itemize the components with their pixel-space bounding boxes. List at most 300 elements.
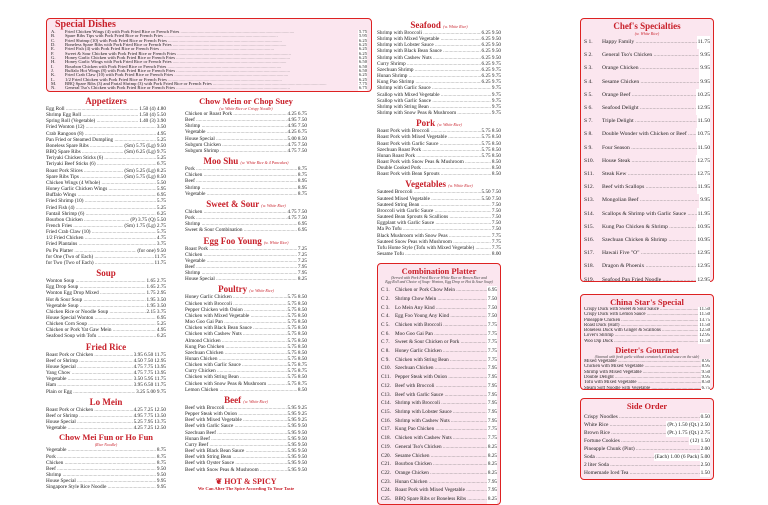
menu-item-price: 6.25 bbox=[358, 50, 367, 56]
menu-item-price: 8.50 bbox=[491, 171, 501, 178]
menu-item-name: Chicken with String Bean ..... bbox=[395, 356, 487, 365]
menu-item-name: Honey Garlic Chicken Wings ..... bbox=[46, 186, 156, 192]
menu-item-name: Szechuan Chicken & Shrimp ..... bbox=[602, 234, 696, 247]
menu-item-price: 5.75 8.50 bbox=[287, 312, 307, 319]
menu-item-name: Beef with Scallops ..... bbox=[602, 181, 697, 194]
menu-item bbox=[584, 445, 710, 453]
menu-item-name: Curry Shrimp ..... bbox=[377, 61, 481, 67]
menu-item-price: 8.25 bbox=[487, 461, 497, 468]
poultry-sub: (w. White Rice) bbox=[249, 288, 274, 294]
menu-item-price: 9.50 bbox=[156, 465, 166, 472]
menu-item-price: 7.75 bbox=[487, 435, 497, 442]
china-star-box bbox=[580, 294, 714, 390]
menu-item-name: Subgum Chicken ..... bbox=[185, 142, 287, 148]
menu-item-price: 6.25 9.50 bbox=[481, 36, 501, 43]
menu-item-name: Plain or Egg ..... bbox=[46, 389, 135, 395]
menu-item-name: Roast Pork with Broccoli ..... bbox=[377, 128, 481, 134]
china-star-title: China Star's Special bbox=[610, 297, 684, 307]
menu-item-code: I. bbox=[51, 63, 54, 69]
menu-item-name: BBQ Spare Ribs or Boneless Ribs ..... bbox=[395, 495, 487, 504]
menu-item-price: 5.75 8.50 bbox=[287, 343, 307, 350]
menu-item bbox=[381, 338, 497, 347]
menu-item-name: Scallop with Mixed Vegetable ..... bbox=[377, 92, 491, 98]
menu-item-price: 5.50 7.50 bbox=[481, 195, 501, 202]
menu-item-name: Orange Chicken ..... bbox=[602, 62, 699, 75]
menu-item-name: French Fries ..... bbox=[46, 223, 123, 229]
menu-item-price: 8.75 bbox=[156, 447, 166, 454]
menu-item-code: S16. bbox=[584, 237, 595, 244]
menu-item-price: 12.95 bbox=[696, 102, 710, 115]
menu-item bbox=[584, 260, 710, 273]
menu-item-price: 5.75 bbox=[358, 29, 367, 34]
menu-item-name: Honey Garlic Chicken with Pork Fried Rice or French Fries ..... bbox=[65, 56, 358, 60]
menu-item-price: 8.50 bbox=[491, 165, 501, 172]
menu-item-name: Shrimp ..... bbox=[185, 185, 297, 191]
menu-item-price: 5.75 8.75 bbox=[287, 380, 307, 387]
menu-item-name: Pepper Steak with Onion ..... bbox=[185, 411, 287, 417]
menu-item-name: Roast Pork with Garlic Sauce ..... bbox=[377, 141, 481, 147]
menu-item-name: Fortune Cookies ..... bbox=[584, 437, 689, 445]
menu-item bbox=[46, 333, 166, 339]
menu-item-name: Soda ..... bbox=[584, 453, 654, 461]
menu-item-price: 9.75 bbox=[491, 110, 501, 117]
menu-item-price: 5.75 8.50 bbox=[481, 128, 501, 135]
menu-item-name: General Tso's Chicken with Pork Fried Rice or French Fries ..... bbox=[65, 86, 358, 90]
menu-item bbox=[51, 86, 367, 90]
menu-item-price: 5.25 bbox=[156, 136, 166, 143]
menu-item-price: 5.95 9.50 bbox=[287, 423, 307, 430]
menu-item-name: Hunan Beef ..... bbox=[185, 436, 287, 442]
menu-item-price: 6.95 bbox=[297, 227, 307, 234]
menu-item-price: 5.95 9.50 bbox=[287, 435, 307, 442]
menu-item-code: C 9. bbox=[381, 356, 390, 363]
menu-item bbox=[584, 234, 710, 247]
combination-box bbox=[377, 263, 501, 505]
menu-item-price: 4.75 7.50 bbox=[287, 147, 307, 154]
menu-item-name: Roast Pork or Chicken ..... bbox=[46, 407, 133, 413]
menu-item-price: 6.25 bbox=[358, 42, 367, 48]
menu-item-name: BBQ Spare Ribs (3) and Parial Shrimp (3) with Pork Fried Rice or French Fries ..... bbox=[65, 82, 358, 86]
menu-item-price: 12.75 bbox=[696, 155, 710, 168]
combination-sub2: Egg Roll and Choice of Soup: Wonton, Egg Drop or Hot & Sour Soup) bbox=[385, 280, 493, 285]
lo-mein-title: Lo Mein bbox=[89, 396, 123, 407]
menu-item-name: Bourbon Chicken ..... bbox=[395, 460, 487, 469]
menu-item bbox=[381, 452, 497, 461]
menu-item bbox=[381, 460, 497, 469]
menu-item-code: C20. bbox=[381, 452, 391, 459]
menu-item-name: Double Wonder with Chicken or Beef ..... bbox=[602, 128, 696, 141]
menu-item bbox=[381, 408, 497, 417]
hot-spicy-title bbox=[185, 477, 307, 486]
menu-item-price: 7.75 bbox=[487, 426, 497, 433]
menu-item-price: 5.75 8.50 bbox=[287, 300, 307, 307]
menu-item-code: C. bbox=[51, 37, 56, 43]
seafood-title bbox=[377, 20, 501, 30]
menu-item-name: Chicken Wings (4 Whole) ..... bbox=[46, 180, 156, 186]
menu-item-name: Pork ..... bbox=[185, 215, 287, 221]
soup-title: Soup bbox=[96, 268, 116, 279]
menu-item-price: 4.95 bbox=[156, 130, 166, 137]
menu-item-name: Shrimp ..... bbox=[185, 123, 287, 129]
menu-item-name: Shrimp with Black Bean Sauce ..... bbox=[377, 48, 481, 54]
menu-item-name: Tofu with Mixed Vegetable ..... bbox=[584, 380, 701, 385]
menu-item-price: 5.95 9.50 bbox=[287, 441, 307, 448]
menu-item-name: Teriyaki Chicken Sticks (6) ..... bbox=[46, 155, 156, 161]
menu-item-price: 10.95 bbox=[696, 234, 710, 247]
menu-item-price: 7.50 bbox=[491, 220, 501, 227]
menu-item bbox=[584, 339, 710, 344]
menu-item-price: 5.75 8.50 bbox=[287, 356, 307, 362]
menu-item-name: Subgum Shrimp ..... bbox=[185, 148, 287, 154]
menu-item-name: Double Delight ..... bbox=[584, 375, 701, 380]
menu-item bbox=[584, 453, 710, 461]
dieter-title: Dieter's Gourmet bbox=[615, 345, 679, 356]
menu-item-name: Beef with Mixed Vegetable ..... bbox=[185, 417, 287, 423]
menu-item-code: K. bbox=[51, 72, 56, 78]
menu-item-price: 7.75 bbox=[487, 339, 497, 346]
menu-item-price: 8.25 bbox=[297, 276, 307, 283]
menu-item-name: Crispy Duck with Sweet & Sour Sauce ..... bbox=[584, 307, 698, 312]
menu-item-price: 8.75 bbox=[156, 459, 166, 466]
menu-item-price: 9.95 bbox=[156, 478, 166, 485]
menu-item-price: 7.95 bbox=[487, 478, 497, 485]
menu-item-name: Tofu Home Style (Tofu with Mixed Vegetable) ..... bbox=[377, 245, 491, 251]
menu-item-price: 5.75 8.50 bbox=[481, 134, 501, 141]
menu-item-name: Mongolian Beef ..... bbox=[602, 194, 699, 207]
menu-item-code: S19. bbox=[584, 276, 595, 283]
menu-item-code: S 8. bbox=[584, 131, 593, 138]
menu-item-name: Szechuan Chicken ..... bbox=[185, 350, 287, 356]
menu-item-price: 7.95 bbox=[487, 417, 497, 424]
menu-item-price: 5.95 9.50 bbox=[287, 466, 307, 473]
menu-item-price: 3.50 5.95 11.75 bbox=[133, 376, 166, 383]
menu-item-price: 7.25 bbox=[297, 245, 307, 252]
menu-item-price: (Sm) 5.25 (Lg) 8.25 bbox=[124, 167, 166, 174]
menu-item-price: 5.75 8.50 bbox=[287, 349, 307, 356]
menu-item-price: 5.50 bbox=[156, 179, 166, 186]
menu-item-price: 6.25 9.50 bbox=[481, 30, 501, 36]
menu-item-price: 6.95 bbox=[297, 221, 307, 228]
menu-item-price: 6.50 bbox=[358, 68, 367, 74]
menu-item-price: 2.50 bbox=[700, 462, 710, 468]
menu-item bbox=[381, 469, 497, 478]
menu-item-price: 9.95 bbox=[699, 62, 710, 75]
menu-item-code: S10. bbox=[584, 157, 595, 164]
menu-item-name: Lemon Chicken ..... bbox=[185, 387, 297, 393]
beef-title-text: Beef bbox=[224, 394, 242, 405]
menu-item-code: S 7. bbox=[584, 118, 593, 125]
menu-item-price: 8.00 bbox=[491, 251, 501, 257]
menu-item-price: 8.75 bbox=[297, 172, 307, 179]
hot-spicy-title-text: HOT & SPICY bbox=[224, 476, 277, 486]
combination-sub1: (Served with Pork Fried Rice or White Rice or Brown Rice and bbox=[391, 276, 487, 281]
menu-item-price: 5.25 bbox=[156, 321, 166, 328]
menu-item-name: Bourbon Chicken ..... bbox=[46, 217, 129, 223]
menu-item-name: Chicken or Pork Chow Mein ..... bbox=[395, 286, 487, 295]
menu-item-price: 8.50 bbox=[701, 380, 710, 386]
menu-item bbox=[185, 148, 307, 154]
menu-item bbox=[381, 330, 497, 339]
menu-item-price: 8.95 bbox=[297, 184, 307, 191]
menu-item-price: 5.75 8.75 bbox=[287, 362, 307, 369]
menu-item-price: (Sm) 5.75 (Lg) 8.50 bbox=[124, 173, 166, 180]
menu-item-name: Hunan Chicken ..... bbox=[395, 478, 487, 487]
beef-title bbox=[185, 395, 307, 405]
menu-item-price: 5.75 8.50 bbox=[287, 337, 307, 344]
menu-item bbox=[381, 478, 497, 487]
vegetables-title-text: Vegetables bbox=[405, 179, 446, 190]
menu-item-name: Sauteed Mixed Vegetable ..... bbox=[377, 196, 481, 202]
menu-item-price: 8.75 bbox=[297, 166, 307, 173]
sweet-sour-title bbox=[185, 199, 307, 209]
menu-item-name: Pineapple Chunk (Pint) ..... bbox=[584, 445, 700, 453]
menu-item-price: 4.95 7.50 bbox=[287, 123, 307, 130]
menu-item-name: Teriyaki Beef Sticks (6) ..... bbox=[46, 161, 156, 167]
menu-item-price: 7.50 bbox=[491, 201, 501, 208]
menu-item-price: 8.25 bbox=[487, 469, 497, 476]
menu-item-name: Crispy Noodles ..... bbox=[584, 413, 700, 421]
menu-item-price: 9.75 bbox=[491, 103, 501, 110]
moo-shu-title bbox=[185, 156, 307, 166]
menu-item-price: 7.95 bbox=[487, 391, 497, 398]
menu-item-price: 5.75 bbox=[156, 198, 166, 205]
menu-item-price: 11.75 bbox=[154, 253, 166, 260]
menu-item-price: 5.95 9.50 bbox=[287, 448, 307, 455]
menu-item-name: Sesame Tofu ..... bbox=[377, 251, 491, 257]
menu-item-price: 8.25 bbox=[487, 496, 497, 503]
menu-item-name: Shrimp with Mixed Vegetable ..... bbox=[584, 370, 701, 375]
chow-mein-sub: (w. White Rice or Crispy Noodle) bbox=[219, 106, 273, 111]
menu-item-price: 6.25 bbox=[358, 55, 367, 61]
menu-item-name: Almond Chicken ..... bbox=[185, 338, 287, 344]
menu-item-name: Singapore Style Rice Noodle ..... bbox=[46, 484, 156, 490]
menu-item bbox=[377, 110, 501, 116]
menu-item-price: 3.50 bbox=[156, 124, 166, 131]
menu-item-price: 12.95 bbox=[696, 247, 710, 260]
menu-item-name: Fried Chicken Wings (4) with Pork Fried Rice or French Fries ..... bbox=[65, 30, 358, 34]
menu-item-name: Double Cooked Pork ..... bbox=[377, 165, 491, 171]
menu-item bbox=[584, 115, 710, 128]
menu-item-price: 8.75 bbox=[156, 453, 166, 460]
menu-item bbox=[381, 321, 497, 330]
menu-item-name: Sesame Chicken ..... bbox=[395, 452, 487, 461]
menu-item-code: C11. bbox=[381, 374, 391, 381]
menu-item-price: 7.75 bbox=[491, 244, 501, 251]
menu-item-price: 7.95 bbox=[487, 487, 497, 494]
menu-item-price: 7.50 bbox=[487, 304, 497, 311]
menu-item-price: 11.75 bbox=[697, 36, 710, 49]
menu-item-code: S 4. bbox=[584, 78, 593, 85]
menu-item-price: (Each) 1.00 (6 Pack) 5.00 bbox=[654, 454, 710, 460]
menu-item-price: 6.25 9.50 bbox=[481, 48, 501, 55]
menu-item-name: Fried Fish (4) with Pork Fried Rice or French Fries ..... bbox=[65, 47, 358, 51]
menu-item-name: Vegetable Soup ..... bbox=[46, 303, 146, 309]
column-2 bbox=[185, 96, 307, 491]
menu-item-price: 7.75 bbox=[487, 348, 497, 355]
menu-item-name: Vegetable ..... bbox=[46, 376, 133, 382]
menu-item bbox=[381, 495, 497, 504]
menu-item-name: Black Mushroom with Snow Peas ..... bbox=[377, 233, 491, 239]
menu-item-name: Orange Beef ..... bbox=[602, 89, 696, 102]
menu-item-price: 6.95 bbox=[487, 287, 497, 294]
menu-item-name: Beef with Garlic Sauce ..... bbox=[395, 391, 487, 400]
menu-item-name: Szechuan Roast Pork ..... bbox=[377, 147, 481, 153]
menu-item-price: 0.50 bbox=[700, 414, 710, 420]
menu-item-price: 5.75 8.50 bbox=[287, 294, 307, 301]
menu-item-price: 4.95 7.50 bbox=[287, 117, 307, 124]
menu-item-price: 7.75 bbox=[487, 330, 497, 337]
menu-item-name: 1/2 Fried Chicken ..... bbox=[46, 235, 156, 241]
menu-item-code: S12. bbox=[584, 184, 595, 191]
menu-item-name: Crispy Duck with Lemon Sauce ..... bbox=[584, 312, 698, 317]
menu-item-name: Shrimp with String Bean ..... bbox=[377, 104, 491, 110]
menu-item-name: Fried Crab Claw (10) with Pork Fried Rice or French Fries ..... bbox=[65, 73, 358, 77]
menu-item-price: 7.50 bbox=[491, 226, 501, 233]
menu-item-price: 4.95 bbox=[156, 327, 166, 334]
menu-item-price: 9.95 bbox=[156, 484, 166, 491]
menu-item-name: Sauteed Bean Sprouts & Scallions ..... bbox=[377, 214, 491, 220]
menu-item-price: 9.95 bbox=[699, 194, 710, 207]
menu-item bbox=[381, 417, 497, 426]
menu-item-price: 11.50 bbox=[699, 322, 710, 328]
menu-item-name: Shrimp with Mixed Vegetable ..... bbox=[377, 36, 481, 42]
menu-item bbox=[185, 276, 307, 282]
menu-item-name: Shrimp ..... bbox=[185, 221, 297, 227]
menu-item-name: Chicken ..... bbox=[185, 252, 297, 258]
menu-item-code: H. bbox=[51, 59, 56, 65]
menu-item-name: Moo Goo Gai Pan ..... bbox=[185, 319, 287, 325]
chow-mei-fun-title: Chow Mei Fun or Ho Fun bbox=[58, 432, 154, 443]
menu-item-price: 7.75 bbox=[491, 238, 501, 245]
menu-item-price: 6.25 9.75 bbox=[481, 60, 501, 67]
fried-rice-title: Fried Rice bbox=[85, 341, 127, 352]
menu-item-price: 9.95 bbox=[699, 76, 710, 89]
menu-item-price: 5.25 bbox=[156, 204, 166, 211]
menu-item-name: Sweet & Sour Combination ..... bbox=[185, 227, 297, 233]
menu-item-code: C24. bbox=[381, 487, 391, 494]
menu-item-price: 6.50 bbox=[358, 59, 367, 65]
menu-item-price: 11.50 bbox=[699, 307, 710, 312]
menu-item-code: C15. bbox=[381, 409, 391, 415]
chefs-specialties-box bbox=[580, 18, 714, 282]
menu-item bbox=[377, 251, 501, 257]
menu-item-price: 8.95 bbox=[297, 178, 307, 185]
menu-item-name: Homemade Iced Tea ..... bbox=[584, 469, 700, 477]
menu-item-name: Roast Pork with Snow Peas & Mushroom ..... bbox=[377, 159, 491, 165]
menu-item-code: G. bbox=[51, 55, 56, 61]
menu-item-name: Sweet & Sour Chicken or Pork ..... bbox=[395, 338, 487, 347]
menu-item-price: 4.75 7.50 bbox=[287, 208, 307, 215]
chefs-title: Chef's Specialties bbox=[613, 21, 681, 31]
menu-item-price: 7.75 bbox=[358, 81, 367, 87]
menu-item-name: White Rice ..... bbox=[584, 421, 666, 429]
menu-item-code: S17. bbox=[584, 250, 595, 257]
side-order-box bbox=[580, 398, 714, 480]
menu-item bbox=[584, 386, 710, 391]
menu-item-name: Szechuan Shrimp ..... bbox=[377, 67, 481, 73]
menu-item-name: for Two (Two of Each) ..... bbox=[46, 260, 154, 266]
menu-item-price: 5.25 bbox=[156, 155, 166, 162]
menu-item-name: Steak Kew ..... bbox=[602, 168, 696, 181]
menu-item bbox=[381, 295, 497, 304]
menu-item bbox=[381, 373, 497, 382]
menu-item-code: S15. bbox=[584, 223, 595, 230]
menu-item-name: Honey Garlic Chicken ..... bbox=[395, 347, 487, 356]
menu-item-price: 4.75 bbox=[156, 235, 166, 242]
menu-item-name: Sweet & Sour Chicken with Pork Fried Rice or French Fries ..... bbox=[65, 52, 358, 56]
menu-item-price: 6.25 bbox=[156, 210, 166, 217]
menu-item-name: Mixed Vegetable ..... bbox=[584, 359, 701, 364]
menu-item-price: 6.25 bbox=[358, 76, 367, 82]
menu-item bbox=[46, 484, 166, 490]
menu-item-name: Shrimp with Garlic Sauce ..... bbox=[377, 85, 491, 91]
menu-item bbox=[584, 274, 710, 287]
menu-item bbox=[381, 425, 497, 434]
menu-item bbox=[584, 437, 710, 445]
menu-item-price: 5.75 8.50 bbox=[287, 306, 307, 313]
menu-item-name: Vegetable ..... bbox=[46, 447, 156, 453]
menu-item bbox=[381, 391, 497, 400]
menu-item-code: S13. bbox=[584, 197, 595, 204]
menu-item-name: Fried Shrimp (10) ..... bbox=[46, 198, 156, 204]
menu-item bbox=[381, 382, 497, 391]
menu-item-price: 5.75 8.50 bbox=[481, 146, 501, 153]
menu-item-price: 11.75 bbox=[154, 259, 166, 266]
menu-item-price: 6.95 bbox=[156, 315, 166, 321]
menu-item-name: Scallop with Garlic Sauce ..... bbox=[377, 98, 491, 104]
menu-item-name: Orange Chicken ..... bbox=[395, 469, 487, 478]
menu-item-name: Spare Ribs Tips with Pork Fried Rice or French Fries ..... bbox=[65, 34, 358, 38]
menu-item-name: House Special ..... bbox=[185, 276, 297, 282]
menu-item-name: Chicken with Cashew Nuts ..... bbox=[395, 434, 487, 443]
menu-item-name: Pepper Steak with Onion ..... bbox=[395, 373, 487, 382]
menu-item-price: 9.95 bbox=[699, 49, 710, 62]
menu-item-name: Hot & Sour Soup ..... bbox=[46, 297, 146, 303]
menu-item-name: Kung Pao Shrimp ..... bbox=[377, 79, 481, 85]
menu-item bbox=[185, 467, 307, 473]
menu-item-price: 5.25 7.95 13.75 bbox=[133, 419, 166, 426]
pork-sub: (w. White Rice) bbox=[437, 122, 462, 128]
menu-item-code: C 3. bbox=[381, 304, 390, 311]
menu-item-price: 6.95 bbox=[156, 192, 166, 199]
menu-item-name: Ma Po Tofu ..... bbox=[377, 226, 491, 232]
menu-item-code: S 9. bbox=[584, 144, 593, 151]
menu-item bbox=[381, 443, 497, 452]
menu-item-code: M. bbox=[51, 81, 57, 87]
menu-item-price: 12.95 bbox=[699, 333, 710, 339]
menu-item-price: 4.50 7.50 12.95 bbox=[133, 357, 166, 364]
menu-item-price: 8.25 bbox=[487, 443, 497, 450]
menu-item-price: 13.75 bbox=[699, 317, 710, 323]
menu-item-name: Buffalo Wings ..... bbox=[46, 192, 156, 198]
menu-item-name: Chicken or Pork Yat Gaw Mein ..... bbox=[46, 327, 156, 333]
menu-item-price: 7.75 bbox=[487, 356, 497, 363]
menu-item-price: 5.95 9.50 bbox=[287, 454, 307, 461]
menu-item-price: 6.25 9.50 bbox=[481, 54, 501, 61]
menu-item-name: for One (Two of Each) ..... bbox=[46, 254, 154, 260]
menu-item-code: C 6. bbox=[381, 330, 390, 337]
menu-item-price: 4.75 7.75 13.95 bbox=[133, 363, 166, 370]
menu-item-name: Beef with Black Bean Sauce ..... bbox=[185, 448, 287, 454]
menu-item-name: House Special ..... bbox=[46, 419, 133, 425]
menu-item-code: C21. bbox=[381, 461, 391, 468]
menu-item-name: Chicken ..... bbox=[185, 209, 287, 215]
menu-item-name: Pork ..... bbox=[185, 166, 297, 172]
moo-shu-sub: (w. White Rice & 4 Pancakes) bbox=[240, 160, 289, 166]
menu-item-name: Pu Pu Platter ..... bbox=[46, 248, 136, 254]
menu-item-code: C19. bbox=[381, 443, 391, 450]
menu-item-price: 7.25 bbox=[297, 251, 307, 258]
